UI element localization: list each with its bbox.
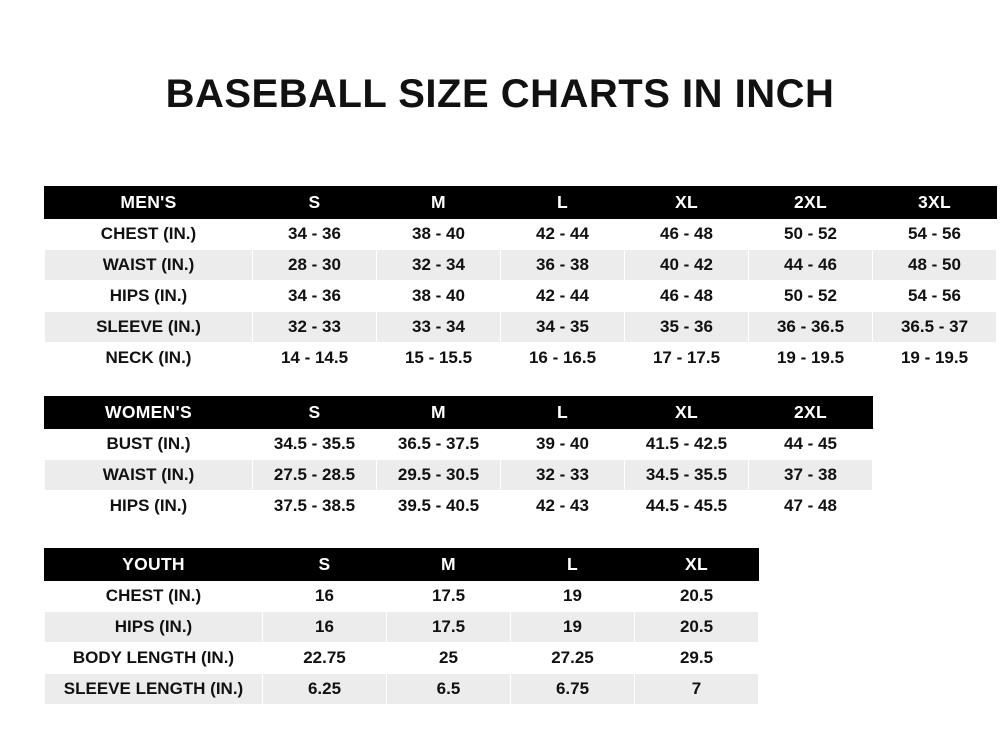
table-row-label: HIPS (IN.) xyxy=(45,612,263,643)
table-cell: 47 - 48 xyxy=(749,491,873,522)
table-header-size: XL xyxy=(625,397,749,429)
table-row xyxy=(45,612,759,643)
table-row-label: SLEEVE (IN.) xyxy=(45,312,253,343)
table-cell: 34 - 36 xyxy=(253,219,377,250)
table-cell: 37.5 - 38.5 xyxy=(253,491,377,522)
table-row xyxy=(45,643,759,674)
table-cell: 15 - 15.5 xyxy=(377,343,501,374)
womens-size-chart xyxy=(44,396,873,522)
table-header-size: S xyxy=(263,549,387,581)
table-cell: 37 - 38 xyxy=(749,460,873,491)
table-row xyxy=(45,460,873,491)
table-cell: 32 - 33 xyxy=(253,312,377,343)
table-cell: 54 - 56 xyxy=(873,281,997,312)
womens-size-table xyxy=(44,396,873,522)
table-header-row xyxy=(45,549,759,581)
table-cell: 16 xyxy=(263,612,387,643)
youth-size-table xyxy=(44,548,759,705)
table-cell: 36.5 - 37.5 xyxy=(377,429,501,460)
table-cell: 44 - 46 xyxy=(749,250,873,281)
table-cell: 6.5 xyxy=(387,674,511,705)
table-cell: 34 - 36 xyxy=(253,281,377,312)
table-cell: 16 xyxy=(263,581,387,612)
table-cell: 19 xyxy=(511,612,635,643)
table-cell: 32 - 33 xyxy=(501,460,625,491)
table-cell: 46 - 48 xyxy=(625,281,749,312)
table-cell: 33 - 34 xyxy=(377,312,501,343)
table-cell: 54 - 56 xyxy=(873,219,997,250)
youth-size-chart xyxy=(44,548,759,705)
table-row xyxy=(45,312,997,343)
table-cell: 36 - 38 xyxy=(501,250,625,281)
table-cell: 29.5 - 30.5 xyxy=(377,460,501,491)
table-cell: 6.25 xyxy=(263,674,387,705)
table-row xyxy=(45,219,997,250)
table-row xyxy=(45,674,759,705)
table-row-label: HIPS (IN.) xyxy=(45,281,253,312)
table-cell: 46 - 48 xyxy=(625,219,749,250)
page-title: BASEBALL SIZE CHARTS IN INCH xyxy=(165,72,835,116)
table-header-category: WOMEN'S xyxy=(45,397,253,429)
table-cell: 19 - 19.5 xyxy=(749,343,873,374)
table-cell: 34 - 35 xyxy=(501,312,625,343)
table-cell: 39 - 40 xyxy=(501,429,625,460)
table-header-size: XL xyxy=(625,187,749,219)
table-cell: 34.5 - 35.5 xyxy=(625,460,749,491)
table-cell: 41.5 - 42.5 xyxy=(625,429,749,460)
table-header-row xyxy=(45,397,873,429)
table-header-size: XL xyxy=(635,549,759,581)
table-header-size: M xyxy=(387,549,511,581)
table-header-category: MEN'S xyxy=(45,187,253,219)
table-row xyxy=(45,429,873,460)
table-header-size: 2XL xyxy=(749,187,873,219)
table-header-size: L xyxy=(501,397,625,429)
table-header-size: 2XL xyxy=(749,397,873,429)
table-cell: 17.5 xyxy=(387,612,511,643)
table-cell: 17 - 17.5 xyxy=(625,343,749,374)
table-header-size: 3XL xyxy=(873,187,997,219)
table-cell: 19 - 19.5 xyxy=(873,343,997,374)
table-row-label: BUST (IN.) xyxy=(45,429,253,460)
table-cell: 38 - 40 xyxy=(377,219,501,250)
table-cell: 35 - 36 xyxy=(625,312,749,343)
table-cell: 27.5 - 28.5 xyxy=(253,460,377,491)
table-cell: 22.75 xyxy=(263,643,387,674)
table-cell: 20.5 xyxy=(635,612,759,643)
table-cell: 16 - 16.5 xyxy=(501,343,625,374)
table-cell: 39.5 - 40.5 xyxy=(377,491,501,522)
table-cell: 38 - 40 xyxy=(377,281,501,312)
table-cell: 6.75 xyxy=(511,674,635,705)
table-cell: 36 - 36.5 xyxy=(749,312,873,343)
table-header-size: M xyxy=(377,397,501,429)
table-cell: 50 - 52 xyxy=(749,219,873,250)
table-cell: 27.25 xyxy=(511,643,635,674)
table-cell: 50 - 52 xyxy=(749,281,873,312)
table-row xyxy=(45,343,997,374)
table-cell: 42 - 44 xyxy=(501,281,625,312)
table-row xyxy=(45,250,997,281)
table-cell: 32 - 34 xyxy=(377,250,501,281)
table-row-label: WAIST (IN.) xyxy=(45,460,253,491)
table-header-category: YOUTH xyxy=(45,549,263,581)
table-header-size: S xyxy=(253,187,377,219)
table-row-label: SLEEVE LENGTH (IN.) xyxy=(45,674,263,705)
table-header-size: S xyxy=(253,397,377,429)
table-cell: 19 xyxy=(511,581,635,612)
table-row xyxy=(45,581,759,612)
table-cell: 44 - 45 xyxy=(749,429,873,460)
table-header-size: L xyxy=(511,549,635,581)
table-cell: 25 xyxy=(387,643,511,674)
table-row-label: WAIST (IN.) xyxy=(45,250,253,281)
table-row-label: HIPS (IN.) xyxy=(45,491,253,522)
mens-size-table xyxy=(44,186,997,374)
table-cell: 48 - 50 xyxy=(873,250,997,281)
table-row-label: CHEST (IN.) xyxy=(45,581,263,612)
table-header-size: L xyxy=(501,187,625,219)
table-row-label: NECK (IN.) xyxy=(45,343,253,374)
table-row xyxy=(45,491,873,522)
table-cell: 34.5 - 35.5 xyxy=(253,429,377,460)
table-cell: 42 - 43 xyxy=(501,491,625,522)
table-cell: 7 xyxy=(635,674,759,705)
table-cell: 17.5 xyxy=(387,581,511,612)
table-row-label: BODY LENGTH (IN.) xyxy=(45,643,263,674)
table-header-row xyxy=(45,187,997,219)
table-row xyxy=(45,281,997,312)
table-cell: 28 - 30 xyxy=(253,250,377,281)
table-row-label: CHEST (IN.) xyxy=(45,219,253,250)
mens-size-chart xyxy=(44,186,997,374)
table-cell: 20.5 xyxy=(635,581,759,612)
table-cell: 36.5 - 37 xyxy=(873,312,997,343)
table-header-size: M xyxy=(377,187,501,219)
table-cell: 40 - 42 xyxy=(625,250,749,281)
table-cell: 42 - 44 xyxy=(501,219,625,250)
table-cell: 14 - 14.5 xyxy=(253,343,377,374)
table-cell: 44.5 - 45.5 xyxy=(625,491,749,522)
table-cell: 29.5 xyxy=(635,643,759,674)
